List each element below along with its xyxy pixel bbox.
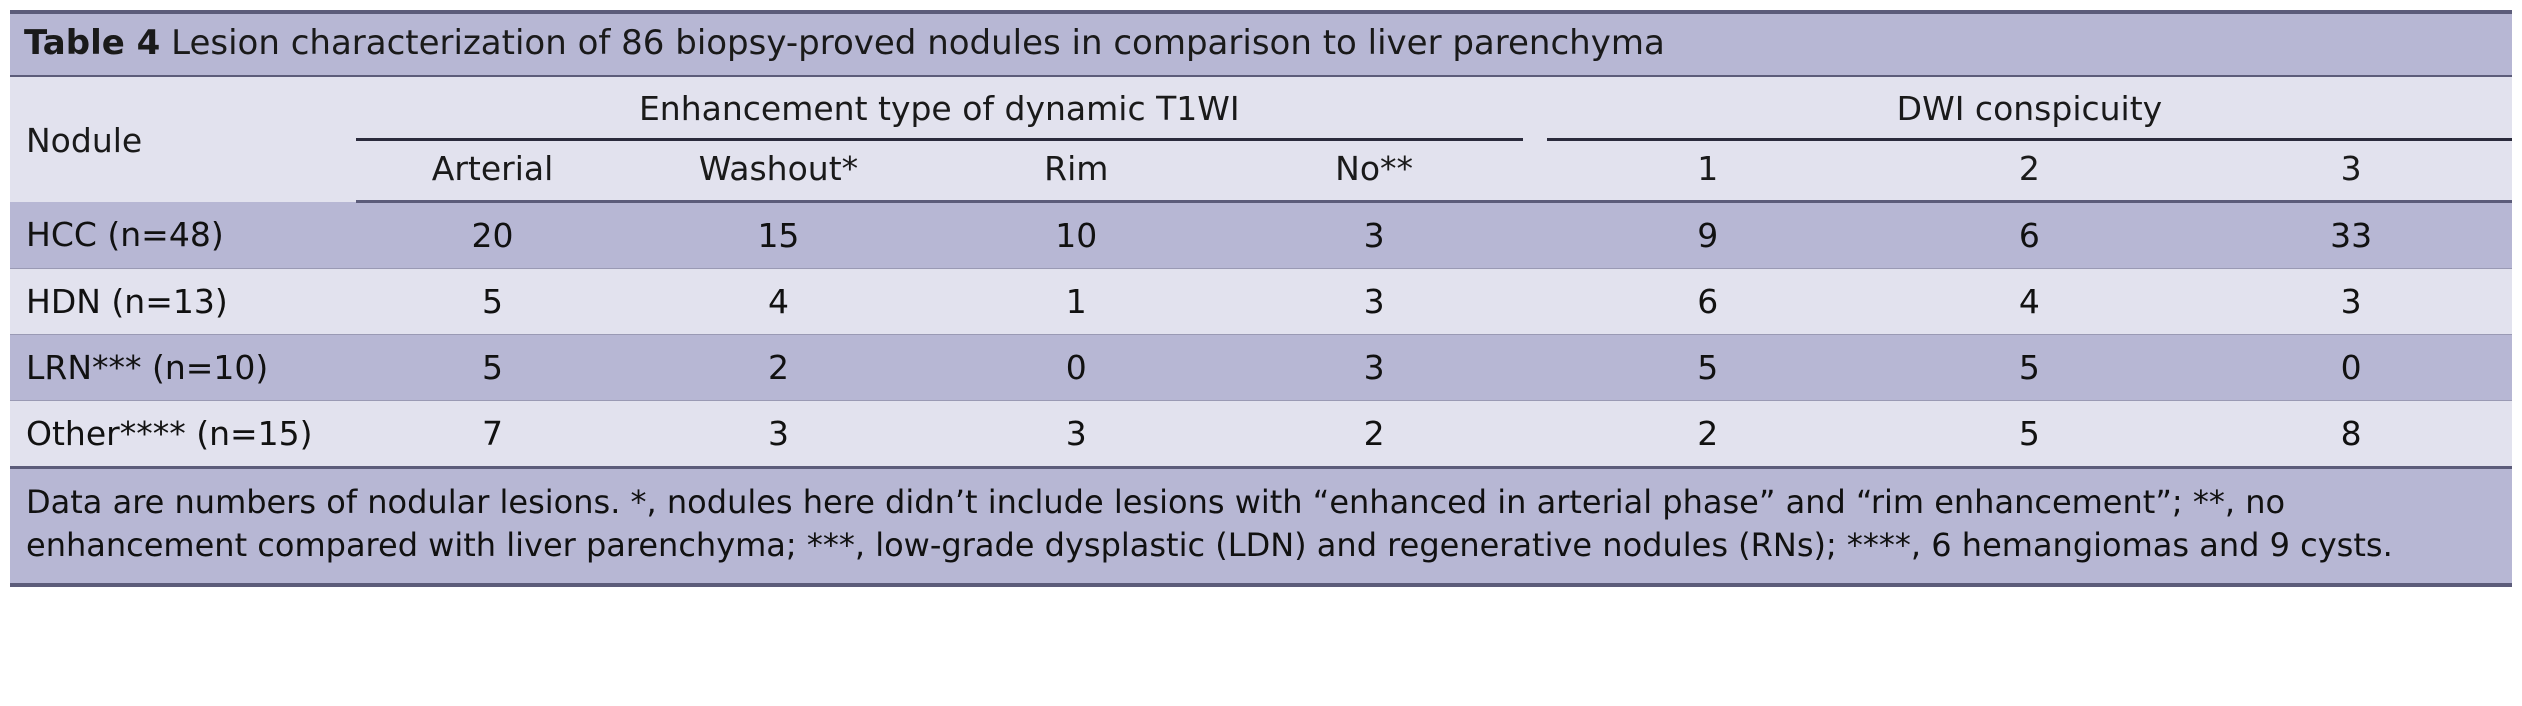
cell-no: 3 (1225, 335, 1523, 401)
column-header-arterial: Arterial (356, 140, 630, 202)
cell-spacer (1523, 401, 1547, 468)
row-label: Other**** (n=15) (10, 401, 356, 468)
row-label: LRN*** (n=10) (10, 335, 356, 401)
group-header-dwi: DWI conspicuity (1547, 76, 2512, 140)
cell-arterial: 5 (356, 335, 630, 401)
cell-dwi-2: 5 (1869, 401, 2191, 468)
table-row (10, 202, 2512, 269)
group-header-enhancement: Enhancement type of dynamic T1WI (356, 76, 1524, 140)
column-header-rim: Rim (927, 140, 1225, 202)
table-caption (10, 12, 2512, 76)
column-header-dwi-1: 1 (1547, 140, 1869, 202)
cell-washout: 3 (630, 401, 928, 468)
cell-rim: 0 (927, 335, 1225, 401)
group-header-row (10, 76, 2512, 140)
cell-arterial: 7 (356, 401, 630, 468)
cell-dwi-3: 33 (2190, 202, 2512, 269)
row-label: HCC (n=48) (10, 202, 356, 269)
table-row (10, 269, 2512, 335)
cell-spacer (1523, 202, 1547, 269)
table-caption-row (10, 12, 2512, 76)
cell-dwi-2: 4 (1869, 269, 2191, 335)
cell-arterial: 20 (356, 202, 630, 269)
group-header-spacer (1523, 76, 1547, 140)
cell-dwi-2: 5 (1869, 335, 2191, 401)
cell-no: 3 (1225, 269, 1523, 335)
cell-rim: 3 (927, 401, 1225, 468)
cell-washout: 4 (630, 269, 928, 335)
column-header-row (10, 140, 2512, 202)
cell-no: 3 (1225, 202, 1523, 269)
cell-dwi-3: 3 (2190, 269, 2512, 335)
table-row (10, 401, 2512, 468)
cell-dwi-2: 6 (1869, 202, 2191, 269)
column-header-no: No** (1225, 140, 1523, 202)
cell-dwi-1: 9 (1547, 202, 1869, 269)
cell-spacer (1523, 335, 1547, 401)
column-header-washout: Washout* (630, 140, 928, 202)
cell-spacer (1523, 269, 1547, 335)
column-header-nodule: Nodule (10, 76, 356, 202)
row-label: HDN (n=13) (10, 269, 356, 335)
cell-rim: 10 (927, 202, 1225, 269)
table-footnote: Data are numbers of nodular lesions. *, nodules here didn’t include lesions with “enhanced in arterial phase” and “rim enhancement”; **, no enhancement compared with liver parenchyma; ***, low-grade dysplastic (LDN) and regenerative nodules (RNs); ****, 6 hemangiomas and 9 cysts. (10, 468, 2512, 586)
column-header-dwi-2: 2 (1869, 140, 2191, 202)
cell-arterial: 5 (356, 269, 630, 335)
cell-washout: 2 (630, 335, 928, 401)
table-footnote-row (10, 468, 2512, 586)
column-header-spacer (1523, 140, 1547, 202)
table-row (10, 335, 2512, 401)
column-header-dwi-3: 3 (2190, 140, 2512, 202)
caption-label: Table 4 (24, 23, 161, 63)
cell-dwi-3: 8 (2190, 401, 2512, 468)
cell-washout: 15 (630, 202, 928, 269)
lesion-characterization-table (10, 10, 2512, 587)
cell-dwi-3: 0 (2190, 335, 2512, 401)
cell-dwi-1: 5 (1547, 335, 1869, 401)
caption-text: Lesion characterization of 86 biopsy-proved nodules in comparison to liver parenchyma (171, 23, 1665, 63)
cell-no: 2 (1225, 401, 1523, 468)
cell-rim: 1 (927, 269, 1225, 335)
cell-dwi-1: 2 (1547, 401, 1869, 468)
table-figure (0, 10, 2522, 706)
cell-dwi-1: 6 (1547, 269, 1869, 335)
